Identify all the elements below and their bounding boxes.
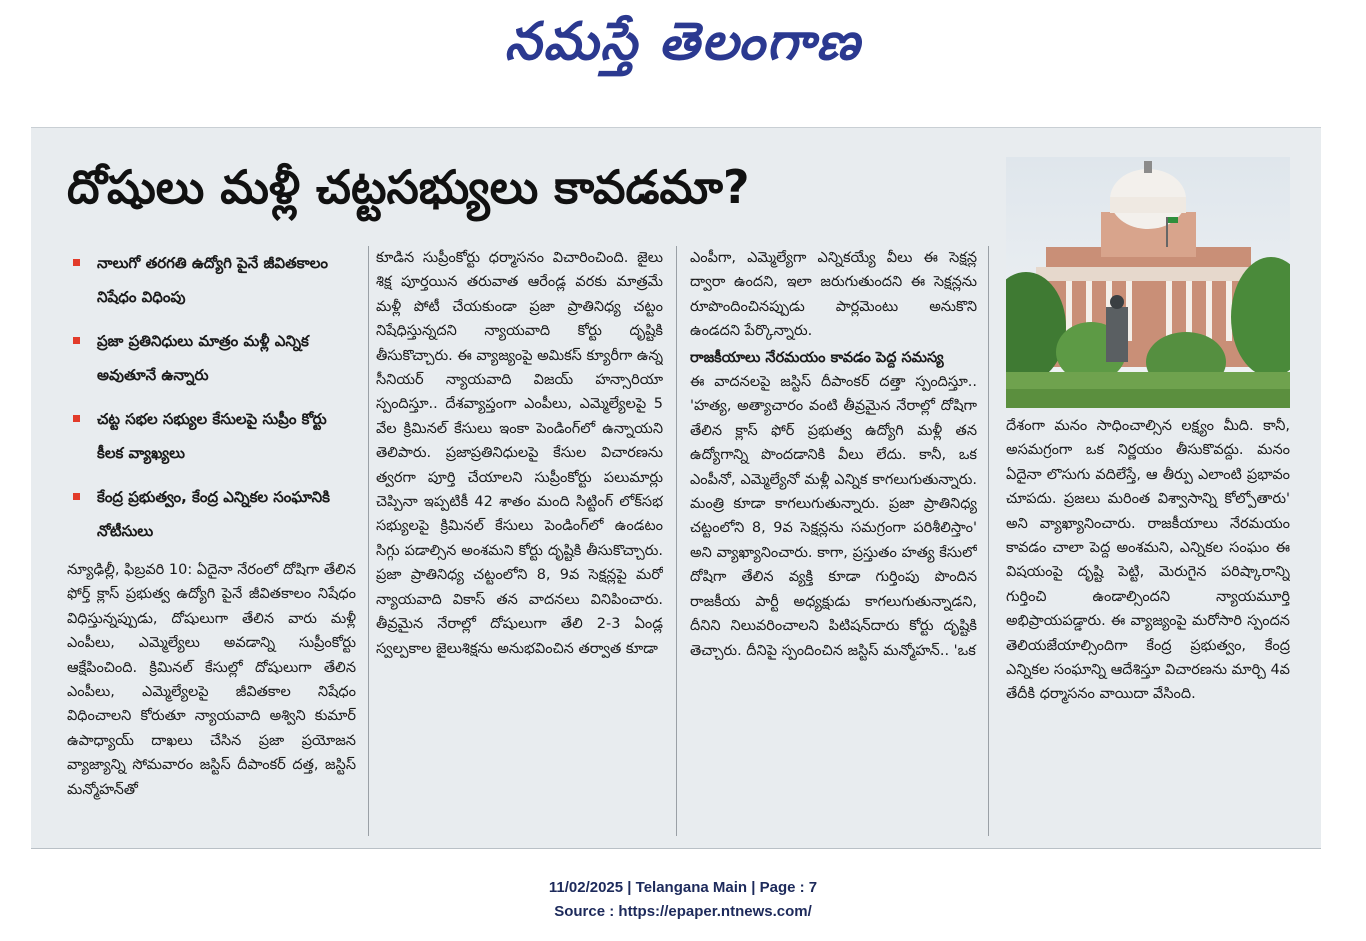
article-headline: దోషులు మళ్లీ చట్టసభ్యులు కావడమా? (67, 160, 750, 214)
body-text-col3a: ఎంపీగా, ఎమ్మెల్యేగా ఎన్నికయ్యే వీలు ఈ సెక్షన్ల ద్వారా ఉందని, ఇలా జరుగుతుందని ఈ సెక్షన్లను రూపొందించినప్పుడు పార్లమెంటు అనుకొని ఉండదని పేర్కొన్నారు. (690, 250, 977, 340)
highlight-item: కేంద్ర ప్రభుత్వం, కేంద్ర ఎన్నికల సంఘానికి నోటీసులు (67, 480, 356, 548)
column-divider (676, 246, 677, 836)
page-footer (0, 876, 1366, 924)
supreme-court-photo (1006, 157, 1290, 408)
highlight-item: ప్రజా ప్రతినిధులు మాత్రం మళ్లీ ఎన్నిక అవుతూనే ఉన్నారు (67, 324, 356, 392)
bullet-icon (73, 415, 80, 422)
body-text-col4: దేశంగా మనం సాధించాల్సిన లక్ష్యం మీది. కానీ, అసమగ్రంగా ఒక నిర్ణయం తీసుకొవద్దు. మనం ఏదైనా లొసుగు వదిలేస్తే, ఆ తీర్పు ఎలాంటి ప్రభావం చూపదు. ప్రజలు మరింత విశ్వాసాన్ని కోల్పోతారు' అని వ్యాఖ్యానించారు. రాజకీయాలు నేరమయం కావడం చాలా పెద్ద అంశమని, ఎన్నికల సంఘం ఈ విషయంపై దృష్టి పెట్టి, మెరుగైన పరిష్కారాన్ని గుర్తించి ఉండాల్సిందని న్యాయమూర్తి అభిప్రాయపడ్డారు. ఈ వ్యాజ్యంపై మరోసారి స్పందన తెలియజేయాల్సిందిగా కేంద్ర ప్రభుత్వం, కేంద్ర ఎన్నికల సంఘాన్ని ఆదేశిస్తూ విచారణను మార్చి 4వ తేదీకి ధర్మాసనం వాయిదా వేసింది. (1006, 418, 1290, 703)
column-divider (368, 246, 369, 836)
column-4 (1006, 414, 1290, 842)
source-link[interactable]: Source : https://epaper.ntnews.com/ (554, 903, 812, 920)
body-text-col3b: ఈ వాదనలపై జస్టిస్ దీపాంకర్ దత్తా స్పందిస్తూ.. 'హత్య, అత్యాచారం వంటి తీవ్రమైన నేరాల్లో దోషిగా తేలిన క్లాస్ ఫోర్ ప్రభుత్వ ఉద్యోగి మళ్లీ తన ఉద్యోగాన్ని పొందడానికి వీలు లేదు. కానీ, ఒక ఎంపీనో, ఎమ్మెల్యేనో మళ్లీ ఎన్నిక కాగలుగుతున్నారు. మంత్రి కూడా కాగలుగుతున్నారు. ప్రజా ప్రాతినిధ్య చట్టంలోని 8, 9వ సెక్షన్లను సమగ్రంగా పరిశీలిస్తాం' అని వ్యాఖ్యానించారు. కాగా, ప్రస్తుతం హత్య కేసులో దోషిగా తేలిన వ్యక్తి కూడా గుర్తింపు పొందిన రాజకీయ పార్టీ అధ్యక్షుడు కాగలుగుతున్నాడని, దీనిని నిలువరించాలని పిటిషన్‌దారు కోర్టు దృష్టికి తెచ్చారు. దీనిపై స్పందించిన జస్టిస్ మన్మోహన్.. 'ఒక (690, 374, 977, 659)
supreme-court-illustration (1006, 157, 1290, 408)
subheading: రాజకీయాలు నేరమయం కావడం పెద్ద సమస్య (690, 349, 944, 366)
newspaper-logo: నమస్తే తెలంగాణ (504, 12, 862, 72)
column-1 (67, 246, 356, 842)
highlight-item: చట్ట సభల సభ్యుల కేసులపై సుప్రీం కోర్టు కీలక వ్యాఖ్యలు (67, 402, 356, 470)
body-text-col1: న్యూఢిల్లీ, ఫిబ్రవరి 10: ఏదైనా నేరంలో దోషిగా తేలిన ఫోర్త్ క్లాస్ ప్రభుత్వ ఉద్యోగి పైనే జీవితకాలం నిషేధం విధిస్తున్నప్పుడు, దోషులుగా తేలిన వారు మళ్లీ ఎంపీలు, ఎమ్మెల్యేలు అవడాన్ని సుప్రీంకోర్టు ఆక్షేపించింది. క్రిమినల్ కేసుల్లో దోషులుగా తేలిన ఎంపీలు, ఎమ్మెల్యేలపై జీవితకాల నిషేధం విధించాలని కోరుతూ న్యాయవాది అశ్విని కుమార్ ఉపాధ్యాయ్ దాఖలు చేసిన ప్రజా ప్రయోజన వ్యాజ్యాన్ని సోమవారం జస్టిస్ దీపాంకర్ దత్త, జస్టిస్ మన్మోహన్‌తో (67, 562, 356, 798)
bullet-icon (73, 493, 80, 500)
column-2 (376, 246, 663, 842)
edition-info: 11/02/2025 | Telangana Main | Page : 7 (548, 879, 818, 896)
article-clipping (31, 127, 1321, 849)
column-divider (988, 246, 989, 836)
highlight-item: నాలుగో తరగతి ఉద్యోగి పైనే జీవితకాలం నిషేధం విధింపు (67, 246, 356, 314)
column-3 (690, 246, 977, 842)
masthead (0, 6, 1366, 86)
highlights-list (67, 246, 356, 548)
body-text-col2: కూడిన సుప్రీంకోర్టు ధర్మాసనం విచారించింది. జైలు శిక్ష పూర్తయిన తరువాత ఆరేండ్ల వరకు మాత్రమే మళ్లీ పోటీ చేయకుండా ప్రజా ప్రాతినిధ్య చట్టం నిషేధిస్తున్నదని న్యాయవాది కోర్టు దృష్టికి తీసుకొచ్చారు. ఈ వ్యాజ్యంపై అమికస్ క్యూరీగా ఉన్న సీనియర్ న్యాయవాది విజయ్ హన్సారియా స్పందిస్తూ.. దేశవ్యాప్తంగా ఎంపీలు, ఎమ్మెల్యేలపై 5 వేల క్రిమినల్ కేసులు ఇంకా పెండింగ్‌లో ఉన్నాయని తెలిపారు. ప్రజాప్రతినిధులపై కేసుల విచారణను త్వరగా పూర్తి చేయాలని సుప్రీంకోర్టు పలుమార్లు చెప్పినా ఇప్పటికీ 42 శాతం మంది సిట్టింగ్ లోక్‌సభ సభ్యులపై క్రిమినల్ కేసులు పెండింగ్‌లో ఉండటం సిగ్గు పడాల్సిన అంశమని కోర్టు దృష్టికి తీసుకొచ్చారు. ప్రజా ప్రాతినిధ్య చట్టంలోని 8, 9వ సెక్షన్లపై మరో న్యాయవాది వికాస్ తన వాదనలు వినిపించారు. తీవ్రమైన నేరాల్లో దోషులుగా తేలి 2-3 ఏండ్ల స్వల్పకాల జైలుశిక్షను అనుభవించిన తర్వాత కూడా (376, 250, 663, 657)
bullet-icon (73, 337, 80, 344)
bullet-icon (73, 259, 80, 266)
